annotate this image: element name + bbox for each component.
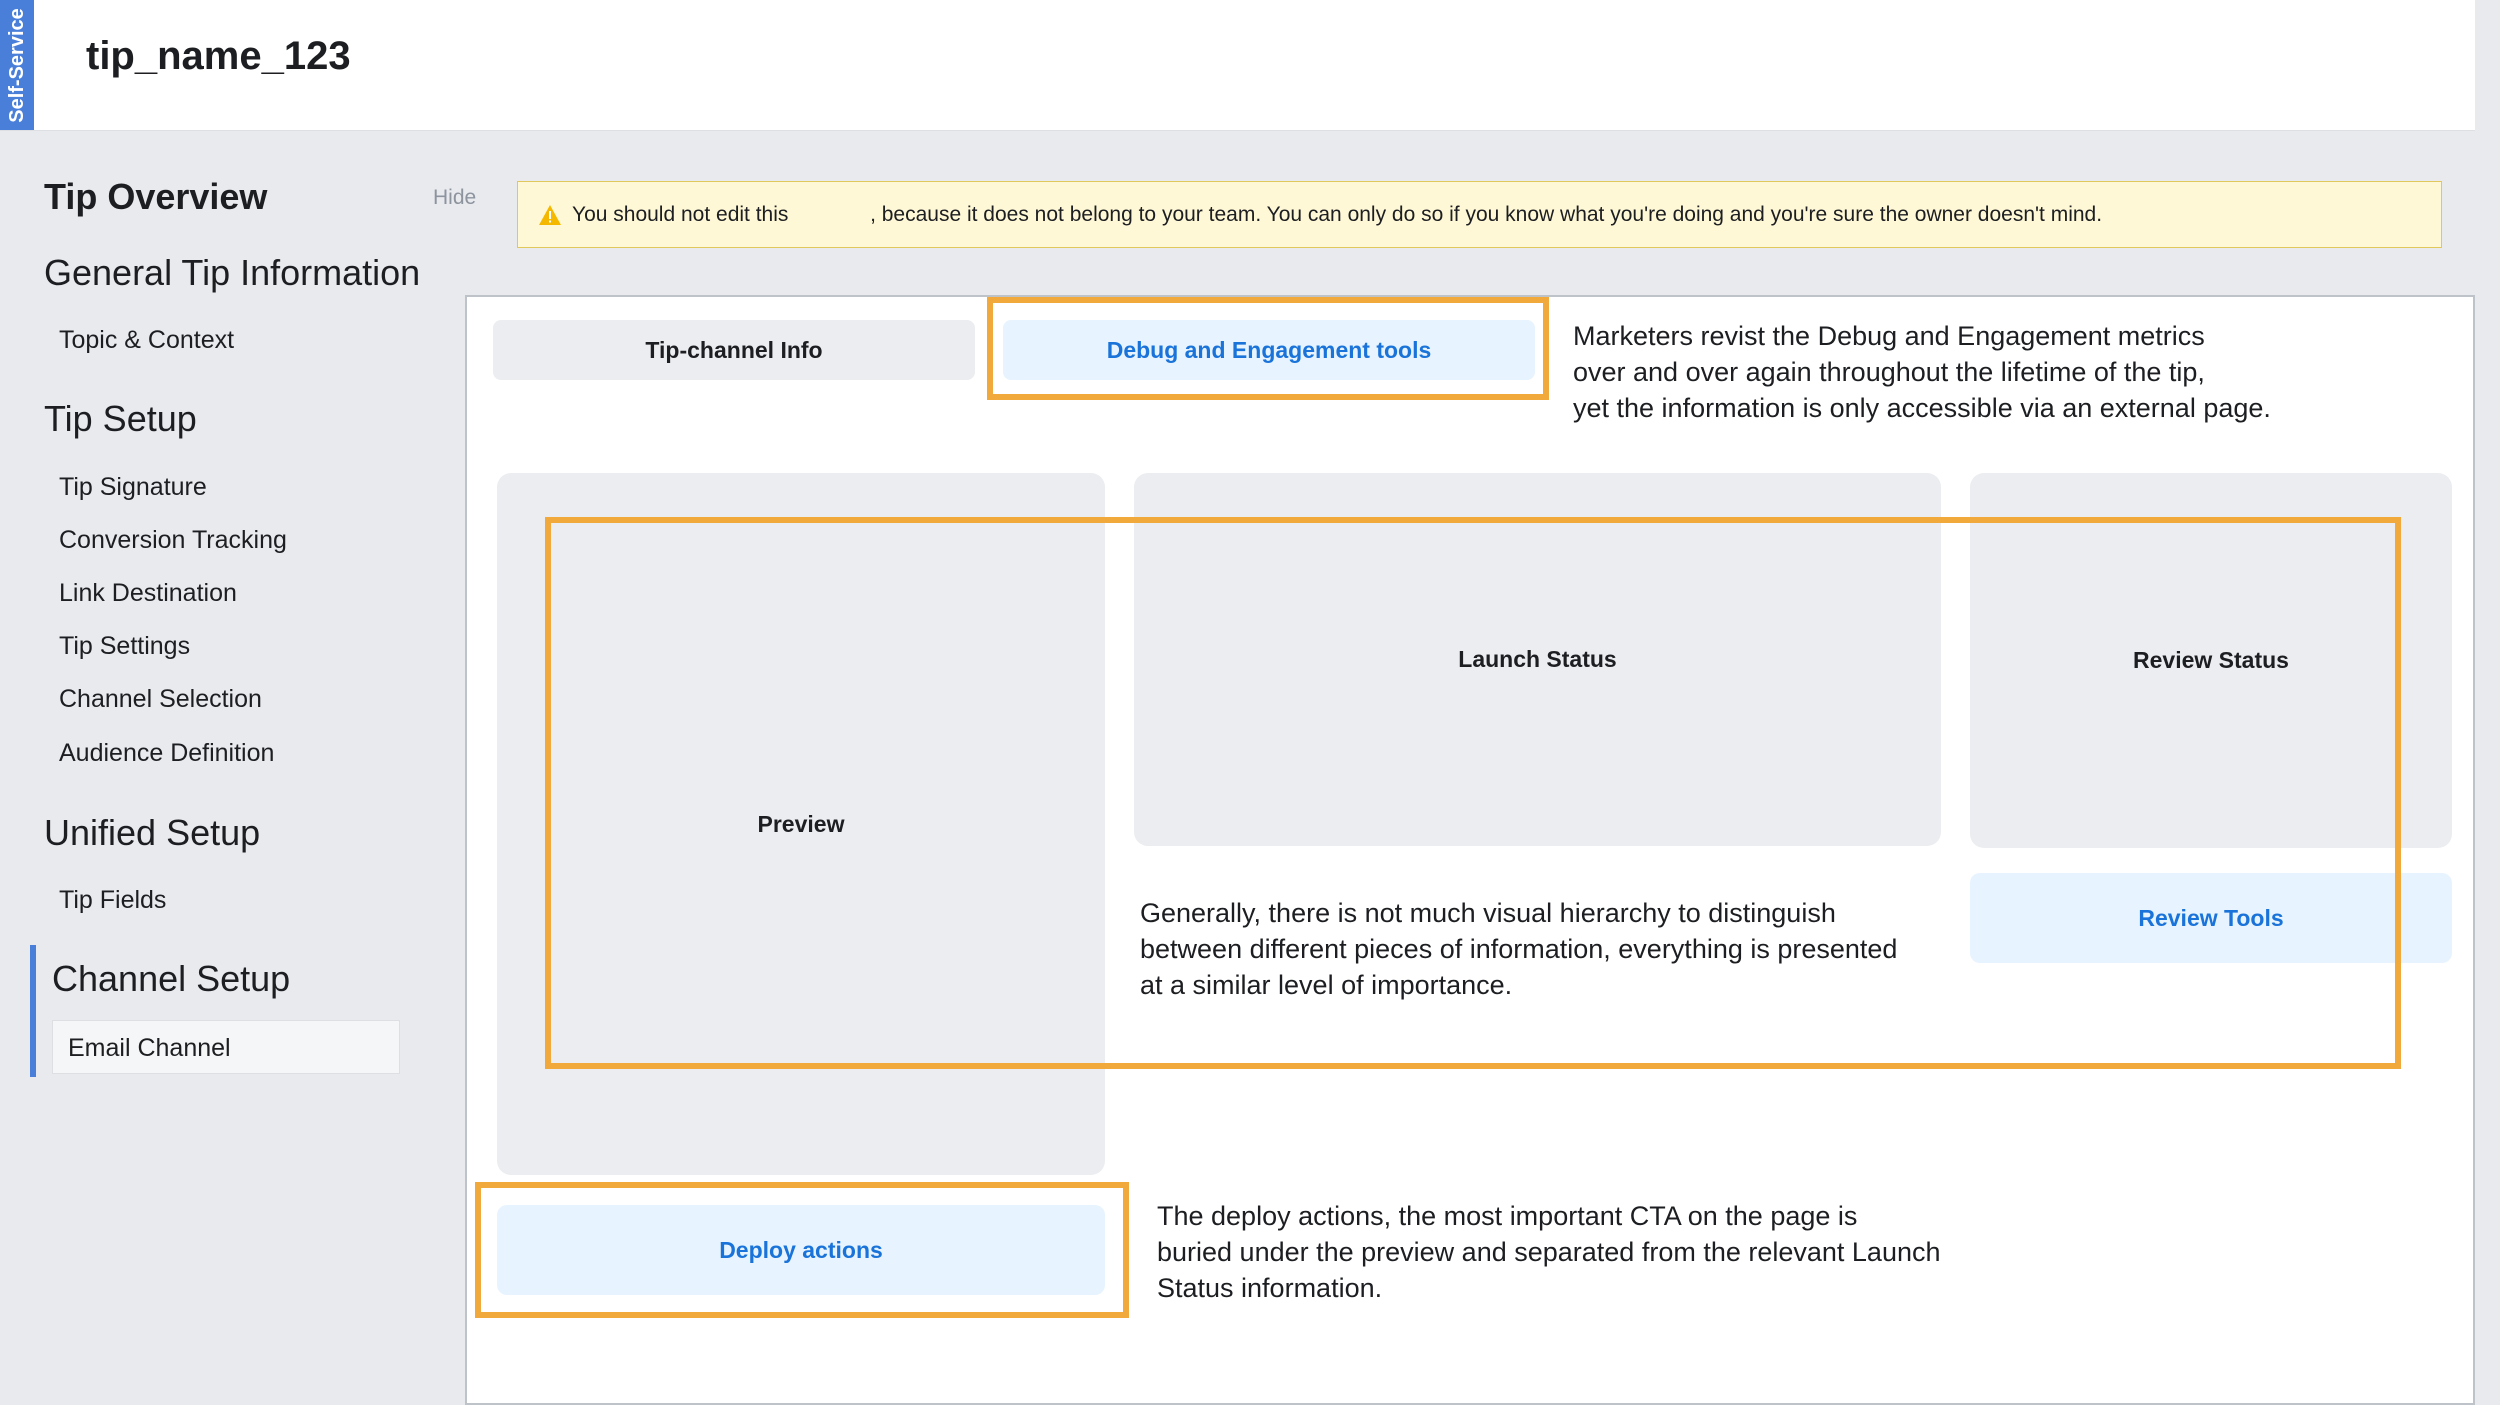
sidebar-title: Tip Overview	[44, 176, 268, 217]
launch-status-label: Launch Status	[1458, 646, 1617, 672]
warning-banner	[517, 181, 2442, 248]
warning-icon	[538, 204, 562, 226]
hierarchy-highlight-box	[545, 517, 2401, 1069]
sidebar-item-tip-signature[interactable]: Tip Signature	[59, 473, 207, 501]
review-status-label: Review Status	[2133, 647, 2289, 673]
tab-tip-channel-info[interactable]: Tip-channel Info	[493, 320, 975, 380]
page-header	[0, 0, 2475, 131]
sidebar-item-tip-fields[interactable]: Tip Fields	[59, 886, 167, 914]
sidebar-item-email-channel[interactable]	[52, 1020, 400, 1074]
sidebar-active-indicator	[30, 945, 36, 1077]
deploy-annotation-line: The deploy actions, the most important CTA on the page is	[1157, 1201, 1858, 1231]
debug-annotation-line: Marketers revist the Debug and Engagement metrics	[1573, 321, 2205, 351]
deploy-annotation-line: buried under the preview and separated from the relevant Launch	[1157, 1237, 1941, 1267]
hierarchy-annotation-line: at a similar level of importance.	[1140, 970, 1513, 1000]
hierarchy-annotation-line: Generally, there is not much visual hierarchy to distinguish	[1140, 898, 1836, 928]
deploy-annotation-line: Status information.	[1157, 1273, 1383, 1303]
warning-text: You should not edit this , because it does not belong to your team. You can only do so if you know what you're doing and you're sure the owner doesn't mind.	[572, 202, 2103, 226]
self-service-tab[interactable]	[0, 0, 34, 130]
deploy-annotation	[1157, 1198, 1941, 1306]
sidebar-item-link-destination[interactable]: Link Destination	[59, 579, 237, 607]
hide-sidebar-link[interactable]: Hide	[433, 186, 477, 209]
sidebar-section-general: General Tip Information	[44, 252, 421, 293]
sidebar-item-email-channel-label: Email Channel	[68, 1034, 231, 1062]
debug-annotation	[1573, 318, 2271, 426]
sidebar-item-tip-settings[interactable]: Tip Settings	[59, 632, 191, 660]
deploy-highlight-box	[475, 1182, 1129, 1318]
sidebar-item-topic-context[interactable]: Topic & Context	[59, 326, 235, 354]
debug-highlight-box	[987, 297, 1549, 400]
self-service-tab-label: Self-Service	[5, 7, 28, 123]
sidebar-item-channel-selection[interactable]: Channel Selection	[59, 685, 262, 713]
sidebar-item-conversion-tracking[interactable]: Conversion Tracking	[59, 526, 287, 554]
review-tools-button[interactable]: Review Tools	[1970, 873, 2452, 963]
sidebar-item-audience-definition[interactable]: Audience Definition	[59, 739, 275, 767]
hierarchy-annotation-line: between different pieces of information, everything is presented	[1140, 934, 1898, 964]
sidebar-section-tip-setup: Tip Setup	[44, 398, 197, 439]
preview-label: Preview	[757, 810, 845, 837]
sidebar-section-unified-setup: Unified Setup	[44, 812, 261, 853]
tab-debug-engagement-tools[interactable]: Debug and Engagement tools	[1003, 320, 1535, 380]
sidebar-section-channel-setup: Channel Setup	[52, 958, 291, 999]
page-title: tip_name_123	[86, 34, 351, 78]
debug-annotation-line: yet the information is only accessible via an external page.	[1573, 393, 2271, 423]
deploy-actions-button[interactable]: Deploy actions	[497, 1205, 1105, 1295]
debug-annotation-line: over and over again throughout the lifetime of the tip,	[1573, 357, 2205, 387]
